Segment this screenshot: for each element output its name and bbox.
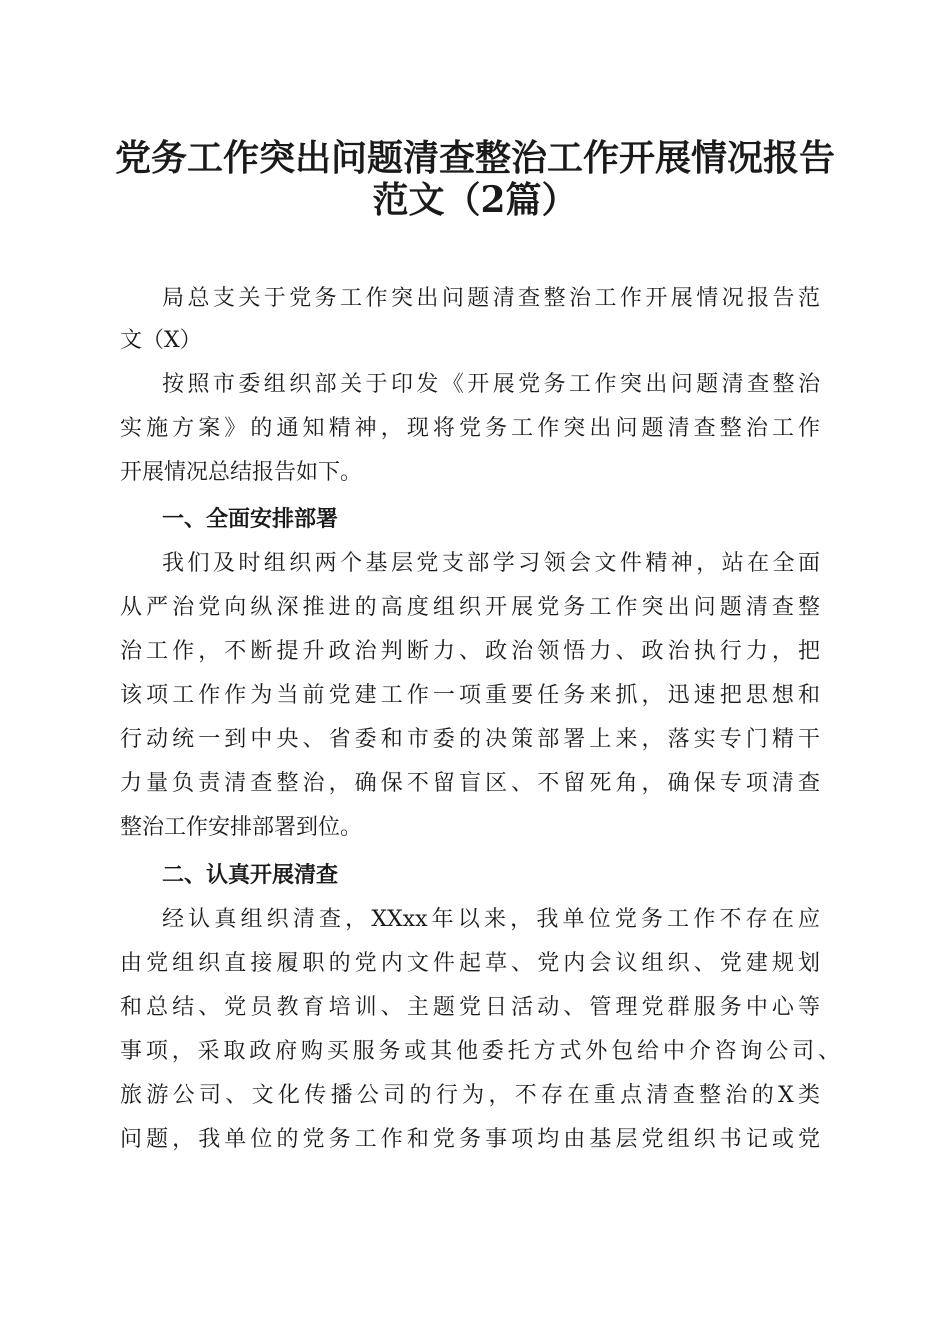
paragraph-line: 局总支关于党务工作突出问题清查整治工作开展情况报告范 <box>162 286 820 311</box>
paragraph-line: 我们及时组织两个基层党支部学习领会文件精神，站在全面 <box>162 551 820 576</box>
paragraph-line: 旅游公司、文化传播公司的行为，不存在重点清查整治的X类 <box>120 1083 820 1108</box>
paragraph-line: 开展情况总结报告如下。 <box>120 460 363 485</box>
paragraph-line: 从严治党向纵深推进的高度组织开展党务工作突出问题清查整 <box>120 595 820 620</box>
paragraph-line: 经认真组织清查，XXxx年以来，我单位党务工作不存在应 <box>162 907 820 932</box>
paragraph-line: 整治工作安排部署到位。 <box>120 815 363 840</box>
paragraph-line: 由党组织直接履职的党内文件起草、党内会议组织、党建规划 <box>120 951 820 976</box>
document-title-line-2: 范文（2篇） <box>372 179 578 221</box>
section-heading-2: 二、认真开展清查 <box>162 863 339 888</box>
paragraph-line: 行动统一到中央、省委和市委的决策部署上来，落实专门精干 <box>120 727 820 752</box>
paragraph-line: 该项工作作为当前党建工作一项重要任务来抓，迅速把思想和 <box>120 683 820 708</box>
paragraph-line: 力量负责清查整治，确保不留盲区、不留死角，确保专项清查 <box>120 771 820 796</box>
paragraph-line: 和总结、党员教育培训、主题党日活动、管理党群服务中心等 <box>120 995 820 1020</box>
paragraph-line: 按照市委组织部关于印发《开展党务工作突出问题清查整治 <box>162 372 820 397</box>
section-heading-1: 一、全面安排部署 <box>162 507 339 532</box>
paragraph-line: 治工作，不断提升政治判断力、政治领悟力、政治执行力，把 <box>120 639 820 664</box>
document-title-line-1: 党务工作突出问题清查整治工作开展情况报告 <box>114 137 835 179</box>
paragraph-line: 事项，采取政府购买服务或其他委托方式外包给中介咨询公司、 <box>120 1039 840 1064</box>
paragraph-line: 文（X） <box>120 328 202 353</box>
paragraph-line: 实施方案》的通知精神，现将党务工作突出问题清查整治工作 <box>120 416 820 441</box>
paragraph-line: 问题，我单位的党务工作和党务事项均由基层党组织书记或党 <box>120 1127 820 1152</box>
